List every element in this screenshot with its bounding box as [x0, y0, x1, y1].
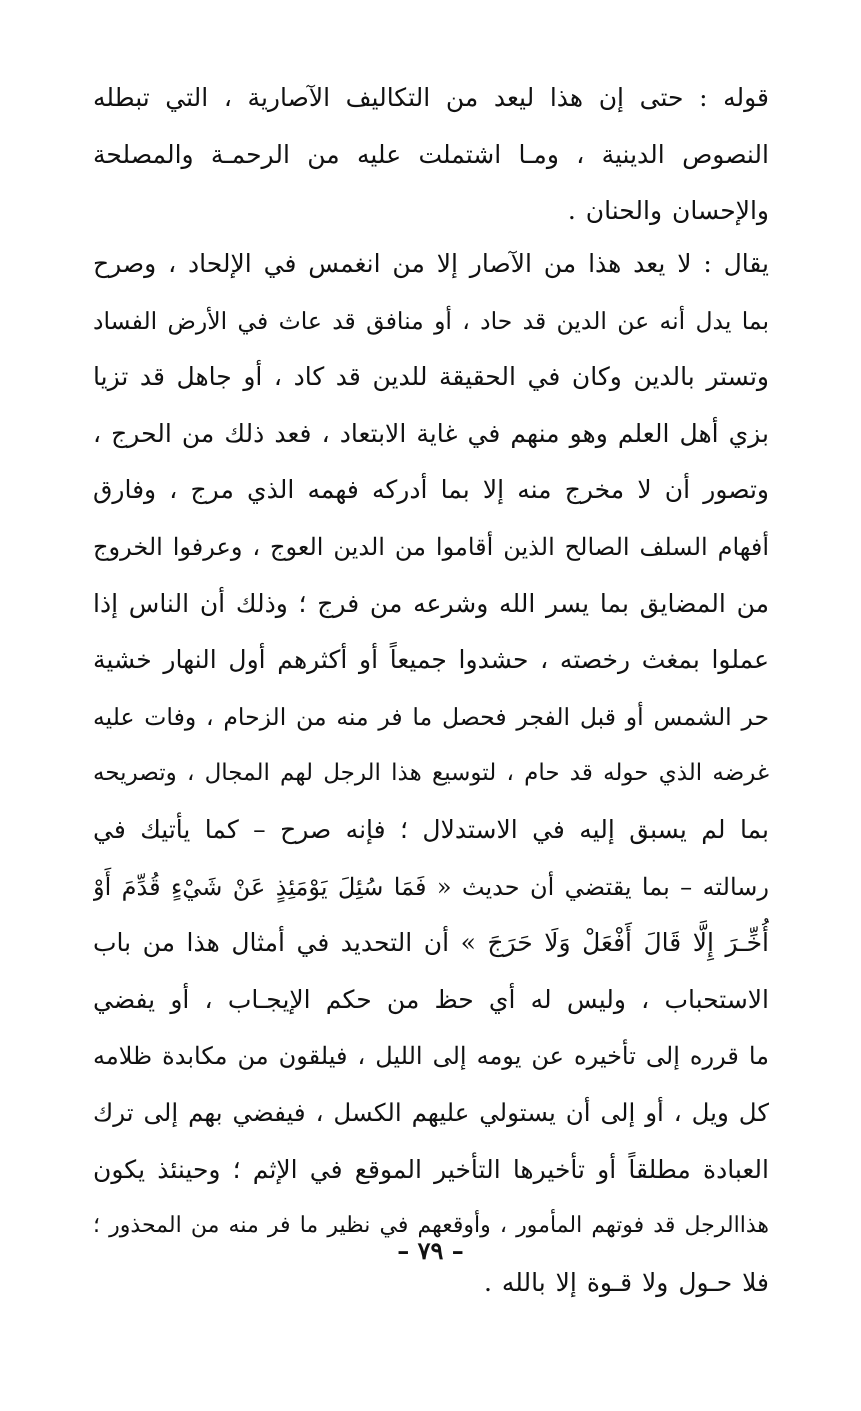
text-line: فلا حـول ولا قـوة إلا بالله .	[483, 1267, 769, 1297]
text-line: وتصور أن لا مخرج منه إلا بما أدركه فهمه الذي مرج ، وفارق	[93, 475, 769, 505]
text-line: رسالته – بما يقتضي أن حديث « فَمَا سُئِلَ يَوْمَئِذٍ عَنْ شَيْءٍ قُدِّمَ أَوْ	[93, 872, 769, 901]
text-line: هذاالرجل قد فوتهم المأمور ، وأوقعهم في نظير ما فر منه من المحذور ؛	[93, 1213, 769, 1239]
text-line: ما قرره إلى تأخيره عن يومه إلى الليل ، فيلقون من مكابدة ظلامه	[93, 1042, 769, 1071]
text-line: يقال : لا يعد هذا من الآصار إلا من انغمس في الإلحاد ، وصرح	[93, 249, 769, 278]
page-number: – ٧٩ –	[397, 1236, 464, 1265]
text-line: قوله : حتى إن هذا ليعد من التكاليف الآصارية ، التي تبطله	[93, 83, 769, 112]
text-line: كل ويل ، أو إلى أن يستولي عليهم الكسل ، فيفضي بهم إلى ترك	[93, 1097, 769, 1127]
text-line: أُخِّـرَ إِلَّا قَالَ أَفْعَلْ وَلَا حَرَجَ » أن التحديد في أمثال هذا من باب	[93, 928, 769, 958]
paragraph-1	[93, 70, 769, 240]
text-line: من المضايق بما يسر الله وشرعه من فرج ؛ وذلك أن الناس إذا	[93, 588, 769, 618]
text-line: والإحسان والحنان .	[567, 196, 769, 226]
text-line: بما لم يسبق إليه في الاستدلال ؛ فإنه صرح – كما يأتيك في	[93, 814, 769, 844]
text-line: بزي أهل العلم وهو منهم في غاية الابتعاد ، فعد ذلك من الحرج ،	[93, 418, 769, 448]
text-line: وتستر بالدين وكان في الحقيقة للدين قد كاد ، أو جاهل قد تزيا	[93, 362, 769, 392]
text-line: النصوص الدينية ، ومـا اشتملت عليه من الرحمـة والمصلحة	[93, 139, 769, 169]
text-line: عملوا بمغث رخصته ، حشدوا جميعاً أو أكثرهم أول النهار خشية	[93, 645, 769, 675]
text-line: الاستحباب ، وليس له أي حظ من حكم الإيجـاب ، أو يفضي	[93, 984, 769, 1014]
text-line: بما يدل أنه عن الدين قد حاد ، أو منافق قد عاث في الأرض الفساد	[93, 306, 769, 335]
text-line: غرضه الذي حوله قد حام ، لتوسيع هذا الرجل لهم المجال ، وتصريحه	[93, 760, 769, 787]
text-line: العبادة مطلقاً أو تأخيرها التأخير الموقع في الإثم ؛ وحينئذ يكون	[93, 1154, 769, 1184]
text-line: أفهام السلف الصالح الذين أقاموا من الدين العوج ، وعرفوا الخروج	[93, 532, 769, 561]
text-line: حر الشمس أو قبل الفجر فحصل ما فر منه من الزحام ، وفات عليه	[93, 702, 769, 731]
paragraph-2	[93, 236, 769, 1311]
